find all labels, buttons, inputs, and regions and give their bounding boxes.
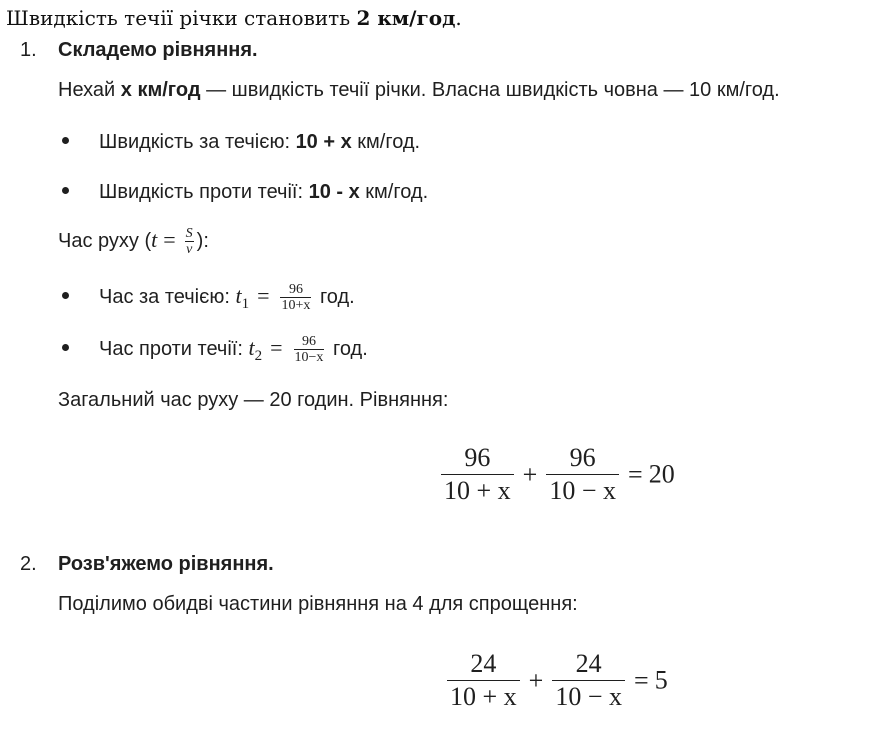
time-upstream-den: 10−x xyxy=(294,350,324,366)
time-downstream-den: 10+x xyxy=(281,298,311,314)
intro-suffix: — швидкість течії річки. Власна швидкість човна — 10 км/год. xyxy=(200,79,780,101)
simplified-num-2: 24 xyxy=(575,649,602,678)
equation-fraction-2 xyxy=(546,442,619,507)
simplified-rhs: 5 xyxy=(654,665,668,695)
time-downstream-item: Час за течією: $t_1$ = $\frac{96}{10+x}$ год. xyxy=(62,282,355,313)
simplified-fraction-2 xyxy=(552,648,625,713)
time-downstream-label: Час за течією: xyxy=(99,286,236,308)
simplified-den-2: 10 − x xyxy=(555,682,623,711)
simplified-plus: + xyxy=(528,665,544,695)
simplified-num-1: 24 xyxy=(470,649,497,678)
simplified-equation xyxy=(444,648,668,713)
step-1-heading xyxy=(20,36,258,64)
time-formula-num: S xyxy=(185,226,193,242)
speed-upstream-label: Швидкість проти течії: xyxy=(99,181,309,203)
time-upstream-var: t xyxy=(248,335,255,360)
bullet-icon xyxy=(62,187,69,194)
simplified-fraction-1 xyxy=(447,648,520,713)
headline-suffix: . xyxy=(455,6,462,30)
intro-bold: x км/год xyxy=(120,79,201,101)
simplified-den-1: 10 + x xyxy=(450,682,517,711)
simplified-equals: = xyxy=(634,665,649,695)
equation-plus: + xyxy=(522,459,538,489)
step-2-number: 2. xyxy=(20,553,37,575)
time-upstream-sub: 2 xyxy=(254,348,263,364)
equation-num-2: 96 xyxy=(569,443,596,472)
step-1-intro xyxy=(58,76,780,104)
time-formula-fraction xyxy=(185,226,194,257)
main-equation xyxy=(438,442,675,507)
time-formula-line: Час руху (t = $\frac{S}{v}$ ): xyxy=(58,226,209,258)
speed-downstream-label: Швидкість за течією: xyxy=(99,131,296,153)
answer-headline xyxy=(6,4,462,32)
time-downstream-fraction xyxy=(280,282,311,313)
time-label: Час руху ( xyxy=(58,230,152,252)
total-time-text: Загальний час руху — 20 годин. Рівняння: xyxy=(58,389,449,411)
step-1-title: Складемо рівняння. xyxy=(58,39,258,61)
time-downstream-var: t xyxy=(235,283,242,308)
equation-equals: = xyxy=(628,459,643,489)
time-label-end: ): xyxy=(196,230,209,252)
speed-downstream-unit: км/год. xyxy=(351,131,421,153)
bullet-icon xyxy=(62,292,69,299)
equation-fraction-1 xyxy=(441,442,514,507)
time-upstream-num: 96 xyxy=(301,334,316,350)
equation-rhs: 20 xyxy=(648,459,675,489)
time-downstream-sub: 1 xyxy=(241,296,250,312)
equation-den-2: 10 − x xyxy=(549,476,617,505)
step-1-number: 1. xyxy=(20,39,37,61)
equation-num-1: 96 xyxy=(464,443,491,472)
speed-upstream-unit: км/год. xyxy=(359,181,429,203)
bullet-icon xyxy=(62,137,69,144)
time-downstream-unit: год. xyxy=(314,286,355,308)
time-upstream-item: Час проти течії: $t_2$ = $\frac{96}{10-x}$ год. xyxy=(62,334,368,365)
step-2-title: Розв'яжемо рівняння. xyxy=(58,553,274,575)
time-upstream-fraction xyxy=(294,334,325,365)
time-upstream-unit: год. xyxy=(327,338,368,360)
speed-upstream-item xyxy=(62,178,428,206)
speed-downstream-expr: 10 + x xyxy=(295,131,352,153)
step-2-text: Поділимо обидві частини рівняння на 4 для спрощення: xyxy=(58,593,578,615)
time-upstream-label: Час проти течії: xyxy=(99,338,249,360)
speed-upstream-expr: 10 - x xyxy=(308,181,360,203)
bullet-icon xyxy=(62,344,69,351)
equation-den-1: 10 + x xyxy=(444,476,511,505)
step-2-heading xyxy=(20,550,274,578)
time-downstream-num: 96 xyxy=(288,282,303,298)
time-formula-den: v xyxy=(186,242,193,258)
intro-prefix: Нехай xyxy=(58,79,121,101)
time-formula-lhs: t xyxy=(151,227,158,252)
headline-prefix: Швидкість течії річки становить xyxy=(6,6,357,30)
speed-downstream-item xyxy=(62,128,420,156)
headline-value: 2 км/год xyxy=(356,6,456,30)
